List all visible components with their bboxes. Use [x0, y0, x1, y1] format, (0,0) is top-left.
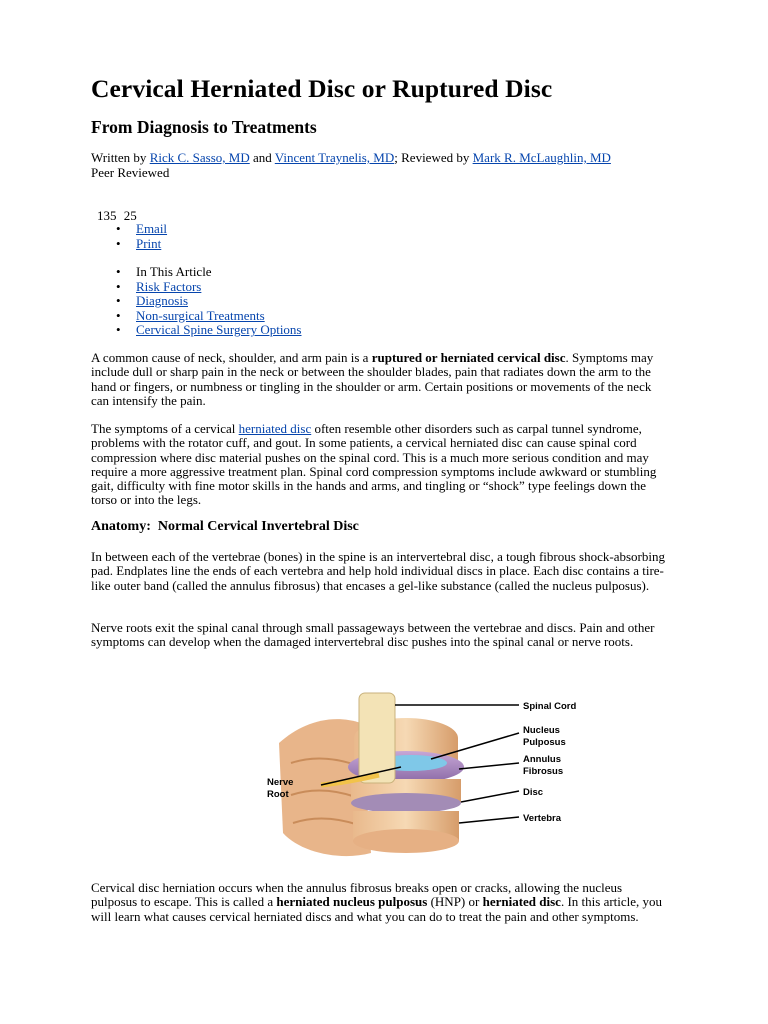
spine-diagram [261, 683, 591, 865]
text-span: . Symptoms may include dull or sharp pain in the neck or between the shoulder blades, pain that radiates down the arm to the hand or fingers, or numbness or tingling in the shoulder or arm. Certain positions or movements of the neck can intensify the pain. [91, 350, 654, 408]
bold-term: ruptured or herniated cervical disc [371, 350, 566, 365]
text-span: . In this article, you will learn what causes cervical herniated discs and what you can do to treat the pain and other symptoms. [91, 894, 663, 924]
section-heading-anatomy: Anatomy: Normal Cervical Invertebral Disc [91, 519, 359, 534]
table-of-contents [91, 265, 302, 338]
bold-term: herniated nucleus pulposus [276, 894, 428, 910]
text-span: (HNP) or [427, 894, 483, 910]
author-link-sasso[interactable]: Rick C. Sasso, MD [149, 150, 250, 165]
print-link[interactable]: Print [136, 235, 162, 251]
byline-reviewed-by: ; Reviewed by [394, 150, 473, 165]
list-item [91, 323, 302, 338]
toc-link-non-surgical-treatments[interactable]: Non-surgical Treatments [136, 307, 265, 323]
list-item [91, 280, 302, 295]
herniated-disc-link[interactable]: herniated disc [238, 421, 312, 436]
label-nucleus-1: Nucleus [523, 725, 560, 736]
author-link-traynelis[interactable]: Vincent Traynelis, MD [274, 150, 395, 165]
label-nerve-2: Root [267, 789, 289, 800]
byline-written-by: Written by [91, 150, 150, 165]
symptoms-paragraph [91, 422, 667, 508]
toc-link-risk-factors[interactable]: Risk Factors [136, 278, 202, 294]
label-vertebra: Vertebra [523, 813, 562, 824]
share-count-1: 135 [97, 208, 117, 223]
leader-line [459, 817, 519, 823]
text-span: often resemble other disorders such as carpal tunnel syndrome, problems with the rotator cuff, and gout. In some patients, a cervical herniated disc can cause spinal cord compression where disc material pushes on the spinal cord. This is a much more serious condition and may require a more aggressive treatment plan. Spinal cord compression symptoms include awkward or stumbling gait, difficulty with fine motor skills in the hands and arms, and tingling or “shock” type feelings down the torso or into the legs. [91, 421, 657, 508]
byline [91, 150, 676, 180]
herniation-paragraph [91, 881, 667, 924]
anatomy-paragraph: In between each of the vertebrae (bones) in the spine is an intervertebral disc, a tough fibrous shock-absorbing pad. Endplates line the ends of each vertebra and help hold individual discs in place. Each disc contains a tire-like outer band (called the annulus fibrosus) that encases a gel-like substance (called the nucleus pulposus). [91, 549, 665, 593]
toc-link-surgery-options[interactable]: Cervical Spine Surgery Options [136, 322, 302, 338]
page-subtitle: From Diagnosis to Treatments [91, 117, 317, 137]
email-link[interactable]: Email [136, 221, 168, 236]
list-item [91, 309, 302, 324]
lower-disc [351, 793, 461, 813]
label-disc: Disc [523, 787, 544, 798]
bold-term: herniated disc [482, 894, 561, 910]
share-links [91, 222, 167, 251]
toc-link-diagnosis[interactable]: Diagnosis [136, 293, 188, 309]
list-item [91, 237, 167, 252]
text-span: Cervical disc herniation occurs when the annulus fibrosus breaks open or cracks, allowing the nucleus pulposus to escape. This is called a [91, 880, 623, 910]
lower-vertebra-base [353, 829, 459, 853]
nerve-roots-paragraph: Nerve roots exit the spinal canal through small passageways between the vertebrae and discs. Pain and other symptoms can develop when the damaged intervertebral disc pushes into the spinal canal or nerve roots. [91, 620, 655, 650]
text-span: The symptoms of a cervical [91, 421, 239, 436]
label-spinal-cord: Spinal Cord [523, 701, 577, 712]
leader-line [461, 791, 519, 802]
list-item [91, 294, 302, 309]
text-span: A common cause of neck, shoulder, and arm pain is a [91, 350, 372, 365]
page-title: Cervical Herniated Disc or Ruptured Disc [91, 74, 553, 103]
leader-line [459, 763, 519, 769]
label-nucleus-2: Pulposus [523, 737, 566, 748]
label-annulus-1: Annulus [523, 754, 561, 765]
byline-and: and [249, 150, 275, 165]
toc-heading: • In This Article [91, 265, 302, 280]
label-annulus-2: Fibrosus [523, 766, 564, 777]
share-count-2: 25 [123, 208, 137, 223]
peer-reviewed-label: Peer Reviewed [91, 165, 170, 180]
intro-paragraph [91, 351, 667, 408]
spine-anatomy-illustration [261, 683, 591, 865]
list-item [91, 222, 167, 237]
label-nerve-1: Nerve [267, 777, 294, 788]
reviewer-link-mclaughlin[interactable]: Mark R. McLaughlin, MD [472, 150, 611, 165]
